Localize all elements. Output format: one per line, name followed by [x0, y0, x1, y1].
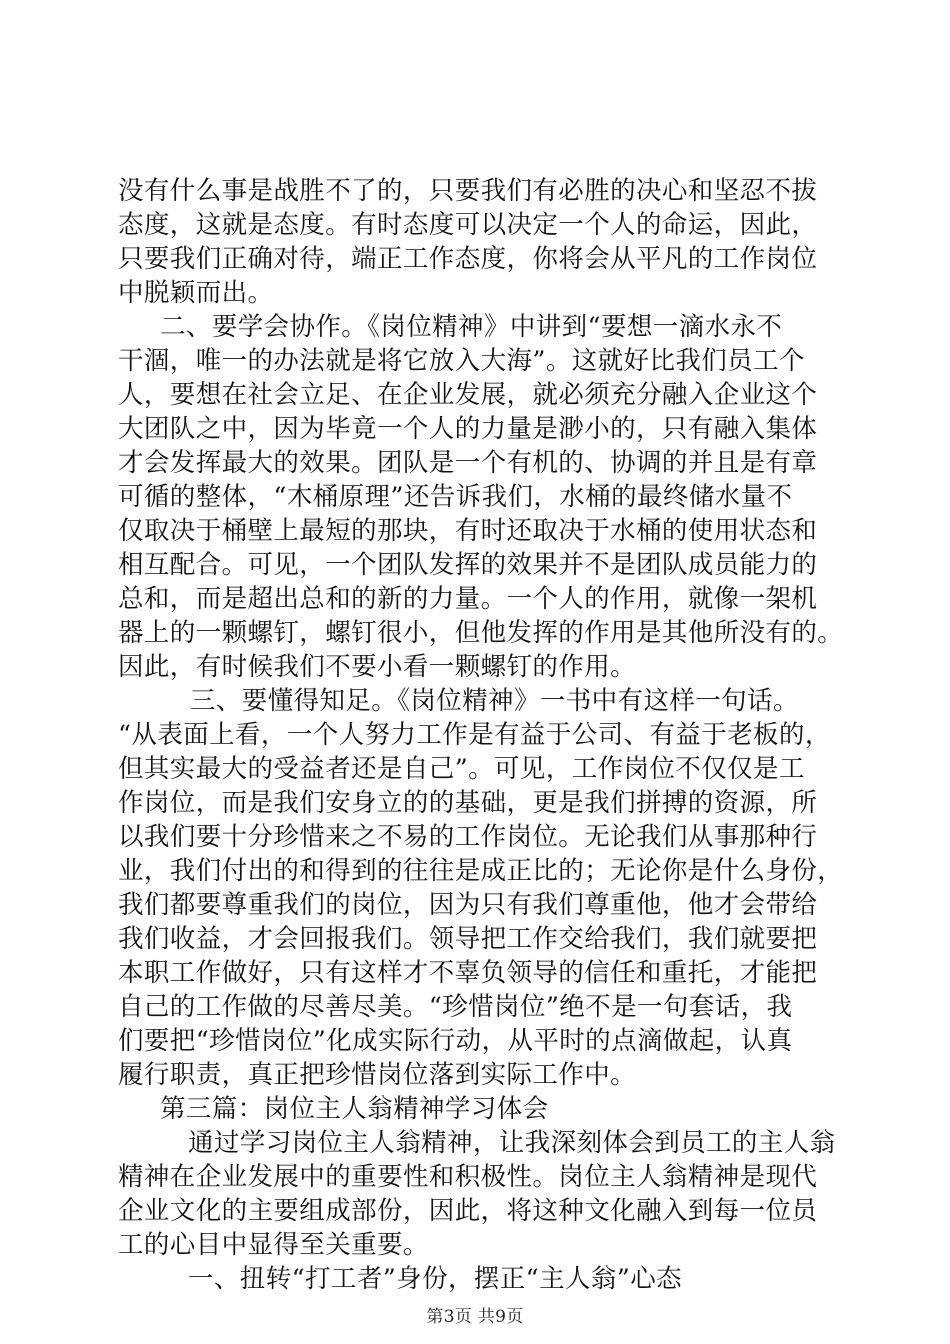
- paragraph-heading: 一、扭转“打工者”身份，摆正“主人翁”心态: [188, 1264, 683, 1294]
- text-line: 仅取决于桶壁上最短的那块，有时还取决于水桶的使用状态和: [118, 516, 818, 546]
- text-line: 业，我们付出的和得到的往往是成正比的；无论你是什么身份，: [118, 856, 844, 886]
- text-line: 可循的整体，“木桶原理”还告诉我们，水桶的最终储水量不: [118, 482, 793, 512]
- text-line: 自己的工作做的尽善尽美。“珍惜岗位”绝不是一句套话，我: [118, 992, 793, 1022]
- text-line: 中脱颖而出。: [118, 278, 274, 308]
- text-line: 器上的一颗螺钉，螺钉很小，但他发挥的作用是其他所没有的。: [118, 618, 844, 648]
- text-line: “从表面上看，一个人努力工作是有益于公司、有益于老板的，: [118, 720, 831, 750]
- text-line: 但其实最大的受益者还是自己”。可见，工作岗位不仅仅是工: [118, 754, 805, 784]
- text-line: 才会发挥最大的效果。团队是一个有机的、协调的并且是有章: [118, 448, 818, 478]
- text-line: 干涸，唯一的办法就是将它放入大海”。这就好比我们员工个: [118, 346, 805, 376]
- text-line: 以我们要十分珍惜来之不易的工作岗位。无论我们从事那种行: [118, 822, 818, 852]
- text-line: 们要把“珍惜岗位”化成实际行动，从平时的点滴做起，认真: [118, 1026, 793, 1056]
- text-line: 总和，而是超出总和的新的力量。一个人的作用，就像一架机: [118, 584, 818, 614]
- text-line: 只要我们正确对待，端正工作态度，你将会从平凡的工作岗位: [118, 244, 818, 274]
- text-line: 大团队之中，因为毕竟一个人的力量是渺小的，只有融入集体: [118, 414, 818, 444]
- paragraph-heading: 二、要学会协作。《岗位精神》中讲到“要想一滴水永不: [160, 312, 783, 342]
- text-line: 企业文化的主要组成部份，因此，将这种文化融入到每一位员: [118, 1196, 818, 1226]
- paragraph-start: 通过学习岗位主人翁精神，让我深刻体会到员工的主人翁: [188, 1128, 836, 1158]
- text-line: 工的心目中显得至关重要。: [118, 1230, 429, 1260]
- text-line: 人，要想在社会立足、在企业发展，就必须充分融入企业这个: [118, 380, 818, 410]
- text-line: 态度，这就是态度。有时态度可以决定一个人的命运，因此，: [118, 210, 818, 240]
- text-line: 本职工作做好，只有这样才不辜负领导的信任和重托，才能把: [118, 958, 818, 988]
- text-line: 作岗位，而是我们安身立的的基础，更是我们拼搏的资源，所: [118, 788, 818, 818]
- text-line: 履行职责，真正把珍惜岗位落到实际工作中。: [118, 1060, 637, 1090]
- text-line: 我们收益，才会回报我们。领导把工作交给我们，我们就要把: [118, 924, 818, 954]
- text-line: 因此，有时候我们不要小看一颗螺钉的作用。: [118, 652, 637, 682]
- page-number-footer: 第3页 共9页: [426, 1307, 524, 1327]
- section-title: 第三篇：岗位主人翁精神学习体会: [160, 1094, 549, 1124]
- text-line: 我们都要尊重我们的岗位，因为只有我们尊重他，他才会带给: [118, 890, 818, 920]
- text-line: 相互配合。可见，一个团队发挥的效果并不是团队成员能力的: [118, 550, 818, 580]
- text-line: 没有什么事是战胜不了的，只要我们有必胜的决心和坚忍不拔: [118, 176, 818, 206]
- text-line: 精神在企业发展中的重要性和积极性。岗位主人翁精神是现代: [118, 1162, 818, 1192]
- paragraph-heading: 三、要懂得知足。《岗位精神》一书中有这样一句话。: [190, 686, 799, 716]
